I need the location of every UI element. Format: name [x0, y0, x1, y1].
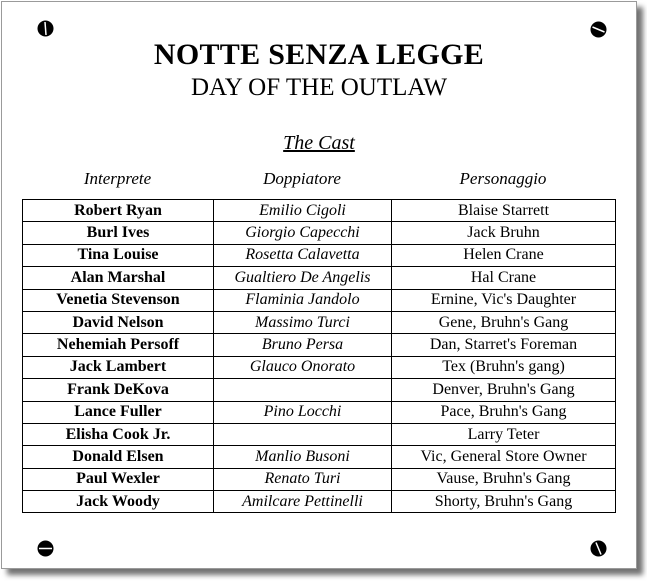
role-cell: Gene, Bruhn's Gang: [392, 311, 616, 333]
role-cell: Jack Bruhn: [392, 222, 616, 244]
actor-cell: Robert Ryan: [23, 200, 214, 222]
screw-icon: [37, 20, 54, 37]
dubber-cell: Massimo Turci: [214, 311, 392, 333]
table-row: [23, 423, 616, 445]
actor-cell: Frank DeKova: [23, 379, 214, 401]
role-cell: Larry Teter: [392, 423, 616, 445]
role-cell: Ernine, Vic's Daughter: [392, 289, 616, 311]
actor-cell: Donald Elsen: [23, 446, 214, 468]
column-header-interprete: Interprete: [83, 169, 152, 188]
table-row: [23, 222, 616, 244]
role-cell: Vic, General Store Owner: [392, 446, 616, 468]
screw-icon: [590, 540, 607, 557]
role-cell: Denver, Bruhn's Gang: [392, 379, 616, 401]
role-cell: Dan, Starret's Foreman: [392, 334, 616, 356]
table-row: [23, 401, 616, 423]
actor-cell: Nehemiah Persoff: [23, 334, 214, 356]
actor-cell: Jack Woody: [23, 491, 214, 513]
page-subtitle: DAY OF THE OUTLAW: [190, 74, 448, 101]
actor-cell: Venetia Stevenson: [23, 289, 214, 311]
actor-cell: Burl Ives: [23, 222, 214, 244]
actor-cell: David Nelson: [23, 311, 214, 333]
screw-icon: [590, 21, 607, 38]
column-header-doppiatore: Doppiatore: [263, 169, 341, 188]
actor-cell: Paul Wexler: [23, 468, 214, 490]
actor-cell: Lance Fuller: [23, 401, 214, 423]
dubber-cell: Gualtiero De Angelis: [214, 267, 392, 289]
table-row: [23, 289, 616, 311]
dubber-cell: Amilcare Pettinelli: [214, 491, 392, 513]
role-cell: Shorty, Bruhn's Gang: [392, 491, 616, 513]
screw-icon: [37, 540, 54, 557]
dubber-cell: Glauco Onorato: [214, 356, 392, 378]
table-row: [23, 379, 616, 401]
table-row: [23, 334, 616, 356]
actor-cell: Elisha Cook Jr.: [23, 423, 214, 445]
dubber-cell: Manlio Busoni: [214, 446, 392, 468]
dubber-cell: Flaminia Jandolo: [214, 289, 392, 311]
table-row: [23, 200, 616, 222]
table-row: [23, 244, 616, 266]
dubber-cell: Bruno Persa: [214, 334, 392, 356]
role-cell: Tex (Bruhn's gang): [392, 356, 616, 378]
page-title: NOTTE SENZA LEGGE: [153, 38, 485, 71]
role-cell: Hal Crane: [392, 267, 616, 289]
cast-table: [22, 199, 616, 513]
role-cell: Vause, Bruhn's Gang: [392, 468, 616, 490]
dubber-cell: Renato Turi: [214, 468, 392, 490]
table-row: [23, 468, 616, 490]
table-row: [23, 356, 616, 378]
table-row: [23, 267, 616, 289]
column-header-personaggio: Personaggio: [459, 169, 547, 188]
role-cell: Helen Crane: [392, 244, 616, 266]
table-row: [23, 311, 616, 333]
actor-cell: Alan Marshal: [23, 267, 214, 289]
dubber-cell: Pino Locchi: [214, 401, 392, 423]
dubber-cell: Emilio Cigoli: [214, 200, 392, 222]
dubber-cell: [214, 423, 392, 445]
dubber-cell: [214, 379, 392, 401]
table-row: [23, 491, 616, 513]
role-cell: Blaise Starrett: [392, 200, 616, 222]
cast-plaque: [1, 1, 637, 569]
dubber-cell: Giorgio Capecchi: [214, 222, 392, 244]
dubber-cell: Rosetta Calavetta: [214, 244, 392, 266]
actor-cell: Tina Louise: [23, 244, 214, 266]
actor-cell: Jack Lambert: [23, 356, 214, 378]
cast-heading: The Cast: [283, 132, 355, 154]
role-cell: Pace, Bruhn's Gang: [392, 401, 616, 423]
table-row: [23, 446, 616, 468]
